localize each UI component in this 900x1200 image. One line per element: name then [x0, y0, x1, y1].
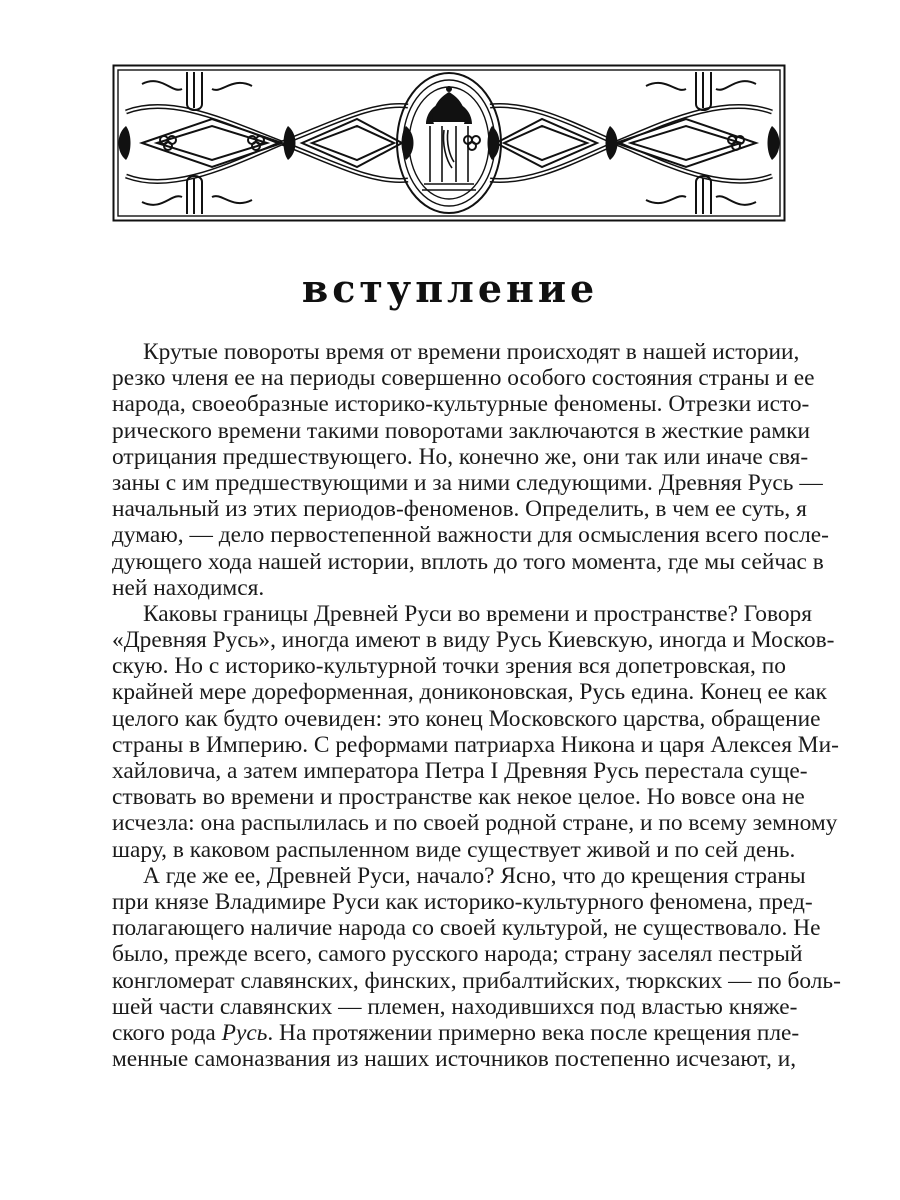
text-line: народа, своеобразные историко-культурные феномены. Отрезки исто- — [112, 391, 810, 418]
paragraph-2 — [112, 600, 839, 863]
text-line: начальный из этих периодов-феноменов. Определить, в чем ее суть, я — [112, 496, 807, 523]
text-line: конгломерат славянских, финских, прибалтийских, тюркских — по боль- — [112, 967, 841, 994]
text-line: исчезла: она распылилась и по своей родной стране, и по всему земному — [112, 810, 838, 837]
text-line: рического времени такими поворотами заключаются в жесткие рамки — [112, 417, 811, 444]
text-line: ствовать во времени и пространстве как некое целое. Но вовсе она не — [112, 784, 805, 811]
text-line: скую. Но с историко-культурной точки зрения вся допетровская, по — [112, 653, 786, 680]
italic-term: Русь — [221, 1019, 268, 1046]
text-line: Каковы границы Древней Руси во времени и пространстве? Говоря — [143, 600, 813, 627]
text-segment: ского рода — [112, 1019, 222, 1046]
text-line: думаю, — дело первостепенной важности для осмысления всего после- — [112, 522, 829, 549]
text-line: крайней мере дореформенная, дониконовская, Русь едина. Конец ее как — [112, 679, 827, 706]
text-line: целого как будто очевиден: это конец Московского царства, обращение — [112, 705, 821, 732]
text-line: было, прежде всего, самого русского народа; страну заселял пестрый — [112, 941, 803, 968]
text-line: заны с им предшествующими и за ними следующими. Древняя Русь — — [112, 469, 823, 496]
text-line: страны в Империю. С реформами патриарха Никона и царя Алексея Ми- — [112, 731, 839, 758]
text-line: резко членя ее на периоды совершенно особого состояния страны и ее — [112, 365, 815, 392]
text-line: «Древняя Русь», иногда имеют в виду Русь Киевскую, иногда и Москов- — [112, 627, 835, 654]
text-line: хайловича, а затем императора Петра I Древняя Русь перестала суще- — [112, 758, 808, 784]
text-line — [112, 1019, 800, 1046]
chapter-title: вступление — [301, 266, 599, 311]
ornamental-header-banner — [112, 64, 786, 222]
text-line: шару, в каковом распыленном виде существует живой и по сей день. — [112, 836, 796, 863]
text-line: Крутые повороты время от времени происходят в нашей истории, — [143, 339, 800, 365]
paragraph-3 — [112, 862, 841, 1073]
text-line: отрицания предшествующего. Но, конечно же, они так или иначе свя- — [112, 443, 809, 470]
text-line: при князе Владимире Руси как историко-культурного феномена, пред- — [112, 888, 813, 915]
text-line: дующего хода нашей истории, вплоть до того момента, где мы сейчас в — [112, 548, 824, 575]
text-line: ней находимся. — [112, 574, 265, 601]
text-line: шей части славянских — племен, находившихся под властью княже- — [112, 993, 798, 1020]
text-line: А где же ее, Древней Руси, начало? Ясно, что до крещения страны — [143, 862, 806, 889]
ornament-icon — [112, 64, 786, 222]
body-text — [112, 339, 841, 1073]
text-segment: . На протяжении примерно века после крещения пле- — [267, 1019, 800, 1046]
paragraph-1 — [112, 339, 829, 601]
text-line: полагающего наличие народа со своей культурой, не существовало. Не — [112, 915, 821, 942]
text-line: менные самоназвания из наших источников постепенно исчезают, и, — [112, 1046, 797, 1073]
